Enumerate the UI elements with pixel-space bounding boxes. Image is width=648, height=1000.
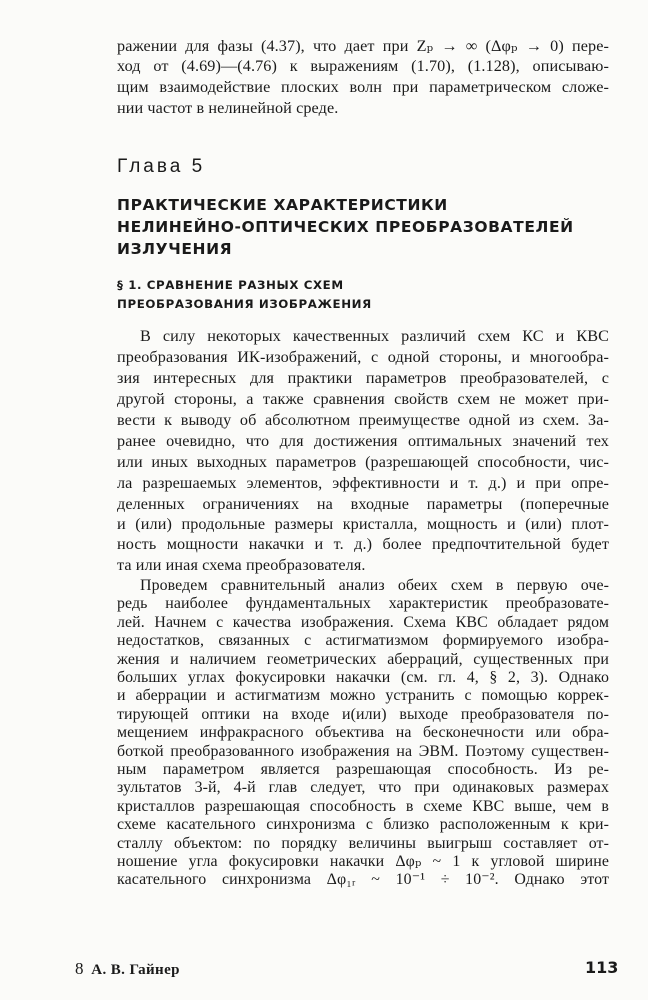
text-line: или иных выходных параметров (разрешающей способности, чис- [117, 453, 609, 471]
section-title-line: § 1. СРАВНЕНИЕ РАЗНЫХ СХЕМ [117, 278, 344, 292]
text-line: мещением инфракрасного объектива на бесконечности или обра- [117, 724, 609, 742]
section-title-line: ПРЕОБРАЗОВАНИЯ ИЗОБРАЖЕНИЯ [117, 297, 372, 311]
printer-signature [75, 959, 180, 979]
text-line: ла разрешаемых элементов, эффективности и т. д.) и при опре- [117, 474, 609, 492]
text-line: зультатов 3-й, 4-й глав следует, что при одинаковых размерах [117, 779, 609, 797]
text-line: ность мощности накачки и т. д.) более предпочтительной будет [117, 535, 609, 553]
chapter-title-line: ПРАКТИЧЕСКИЕ ХАРАКТЕРИСТИКИ [117, 196, 448, 214]
text-line: касательного синхронизма Δφ₁ᵣ ~ 10⁻¹ ÷ 10⁻². Однако этот [117, 871, 609, 889]
text-line: недостатков, связанных с астигматизмом формируемого изобра- [117, 632, 609, 650]
text-line: та или иная схема преобразователя. [117, 556, 366, 574]
text-line: кристаллов разрешающая способность в схеме КВС выше, чем в [117, 797, 609, 815]
text-line: схеме касательного синхронизма с близко расположенным к кри- [117, 816, 609, 834]
text-line: ношение угла фокусировки накачки Δφₚ ~ 1 к угловой ширине [117, 853, 609, 870]
text-line: щим взаимодействие плоских волн при параметрическом сложе- [117, 78, 609, 96]
page-number: 113 [585, 958, 619, 977]
text-line: редь наиболее фундаментальных характеристик преобразовате- [117, 595, 609, 613]
signature-name: А. В. Гайнер [91, 962, 180, 978]
text-line: тирующей оптики на входе и(или) выходе преобразователя по- [117, 705, 609, 723]
text-line: Проведем сравнительный анализ обеих схем в первую оче- [140, 577, 609, 594]
text-line: В силу некоторых качественных различий схем КС и КВС [140, 327, 609, 345]
text-line: ным параметром является разрешающая способность. Из ре- [117, 761, 609, 778]
chapter-title-line: НЕЛИНЕЙНО-ОПТИЧЕСКИХ ПРЕОБРАЗОВАТЕЛЕЙ [117, 218, 574, 236]
text-line: деленных ограничениях на входные параметры (поперечные [117, 495, 609, 513]
text-line: и (или) продольные размеры кристалла, мощность и (или) плот- [117, 515, 609, 533]
signature-number: 8 [75, 959, 84, 978]
text-line: другой стороны, а также сравнения свойств схем не может при- [117, 390, 609, 408]
text-line: ранее очевидно, что для достижения оптимальных значений тех [117, 432, 609, 450]
text-line: ход от (4.69)—(4.76) к выражениям (1.70), (1.128), описываю- [117, 57, 609, 75]
text-line: лей. Начнем с качества изображения. Схема КВС обладает рядом [117, 613, 609, 631]
text-line: преобразования ИК-изображений, с одной стороны, и многообра- [117, 348, 609, 366]
text-line: сталлу объектом: по порядку величины выигрыш составляет от- [117, 834, 609, 852]
text-line: нии частот в нелинейной среде. [117, 99, 339, 117]
text-line: вести к выводу об абсолютном преимуществе одной из схем. За- [117, 411, 609, 429]
text-line: и аберрации и астигматизм можно устранить с помощью коррек- [117, 687, 609, 705]
text-line: боткой преобразованного изображения на ЭВМ. Поэтому существен- [117, 742, 609, 760]
chapter-label: Глава 5 [117, 156, 206, 177]
text-line: зия интересных для практики параметров преобразователей, с [117, 369, 609, 387]
chapter-title-line: ИЗЛУЧЕНИЯ [117, 240, 233, 258]
text-line: больших углах фокусировки накачки (см. гл. 4, § 2, 3). Однако [117, 669, 609, 686]
text-line: жения и наличием геометрических аберраций, существенных при [117, 650, 609, 668]
text-line: ражении для фазы (4.37), что дает при Zₚ → ∞ (Δφₚ → 0) пере- [117, 37, 609, 55]
